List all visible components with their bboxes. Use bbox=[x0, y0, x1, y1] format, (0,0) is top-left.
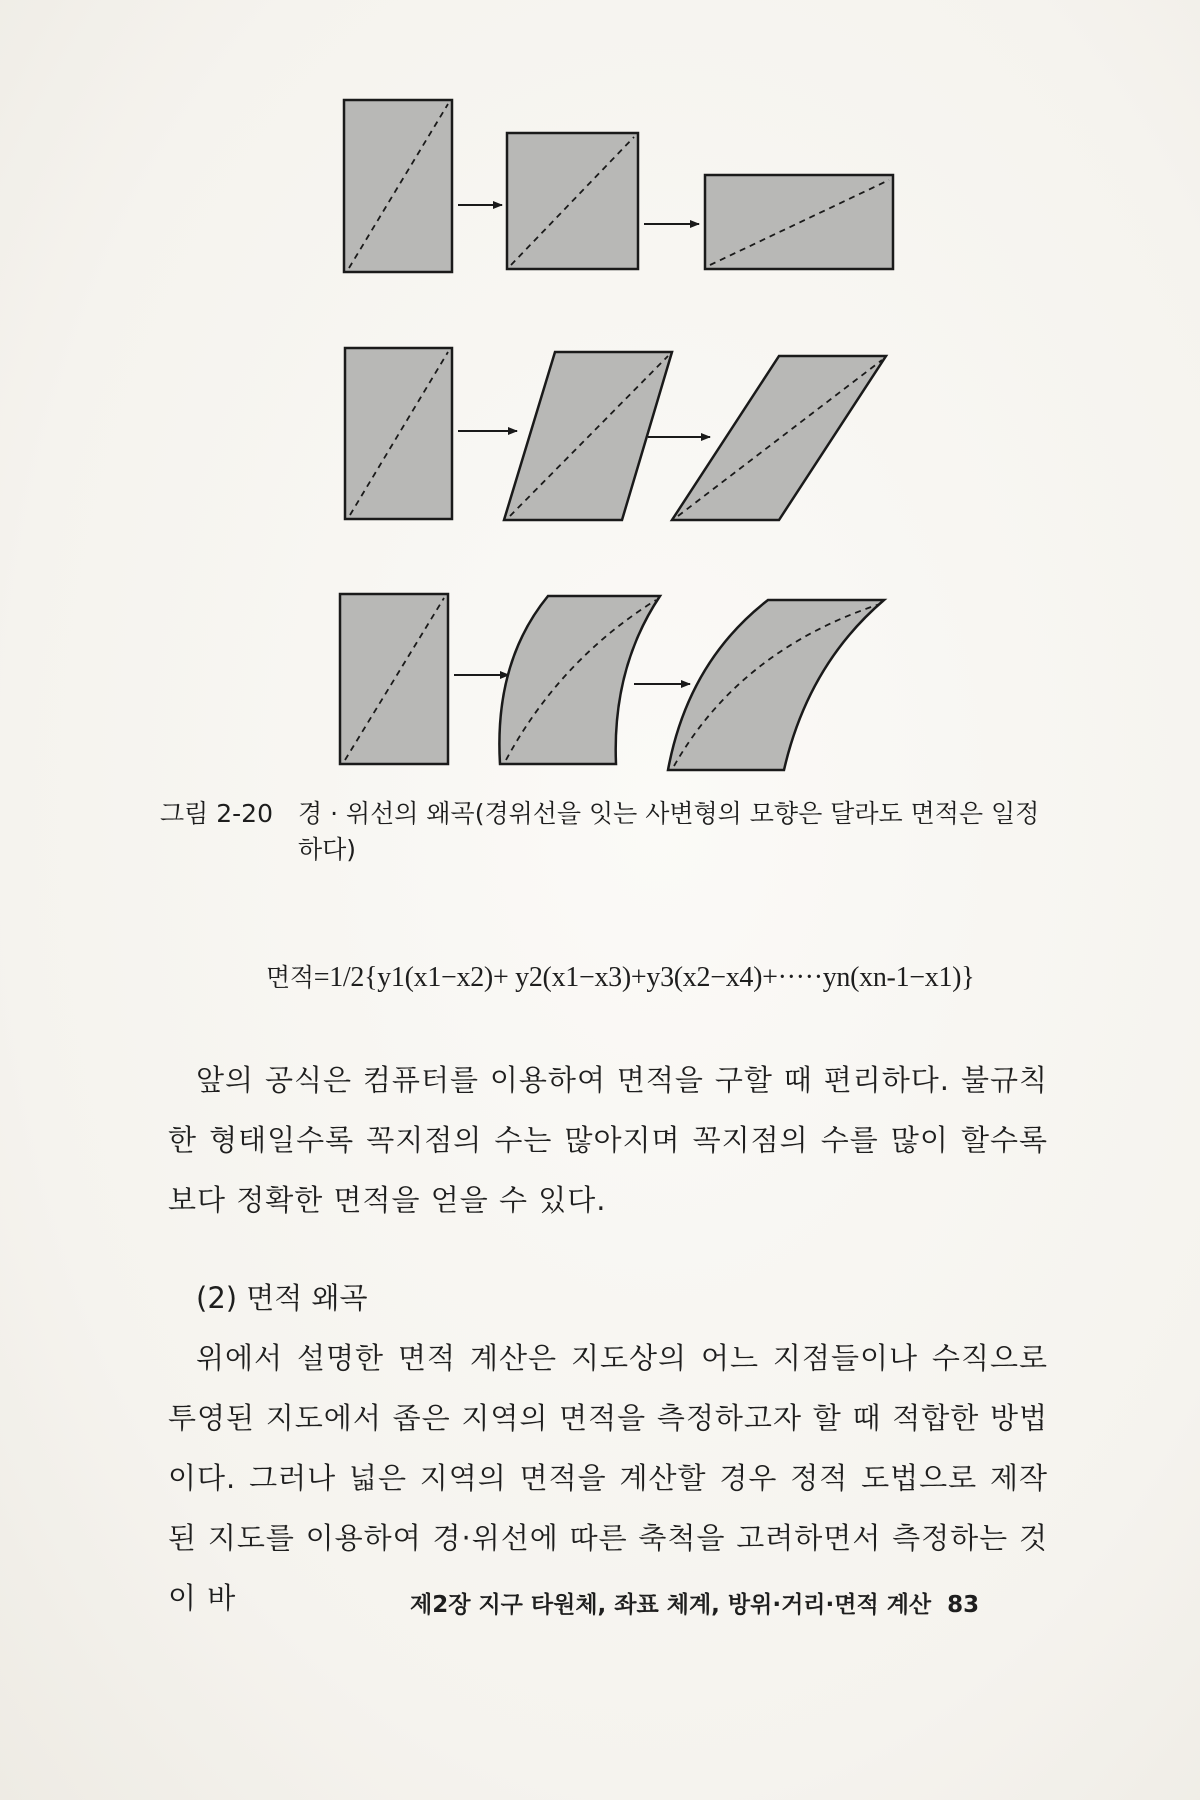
row-3-curved-shapes bbox=[340, 594, 884, 770]
area-distortion-figure bbox=[0, 0, 1200, 800]
formula-expression: =1/2{y1(x1−x2)+ y2(x1−x3)+y3(x2−x4)+·····yn(xn-1−x1)} bbox=[313, 962, 975, 993]
area-formula bbox=[266, 958, 974, 994]
row-2-parallelograms bbox=[345, 348, 886, 520]
row3-shape-3 bbox=[668, 600, 884, 770]
row3-shape-2 bbox=[499, 596, 660, 764]
running-title: 제2장 지구 타원체, 좌표 체계, 방위·거리·면적 계산 bbox=[410, 1592, 932, 1618]
section-heading: (2) 면적 왜곡 bbox=[196, 1281, 368, 1315]
page-number: 83 bbox=[947, 1592, 980, 1618]
caption-label: 그림 2-20 bbox=[160, 799, 273, 828]
paragraph-2: 위에서 설명한 면적 계산은 지도상의 어느 지점들이나 수직으로 투영된 지도에서 좁은 지역의 면적을 측정하고자 할 때 적합한 방법이다. 그러나 넓은 지역의 면적을 계산할 경우 정적 도법으로 제작된 지도를 이용하여 경·위선에 따른 축척을 고려하면서 측정하는 것이 바 bbox=[168, 1341, 1048, 1615]
caption-text: 경 · 위선의 왜곡(경위선을 잇는 사변형의 모향은 달라도 면적은 일정하다) bbox=[298, 799, 1040, 864]
paragraph-1: 앞의 공식은 컴퓨터를 이용하여 면적을 구할 때 편리하다. 불규칙한 형태일수록 꼭지점의 수는 많아지며 꼭지점의 수를 많이 할수록 보다 정확한 면적을 얻을 수 있다. bbox=[168, 1063, 1048, 1217]
row-1-rectangles bbox=[344, 100, 893, 272]
page-footer bbox=[410, 1586, 1010, 1619]
formula-prefix: 면적 bbox=[266, 963, 314, 992]
